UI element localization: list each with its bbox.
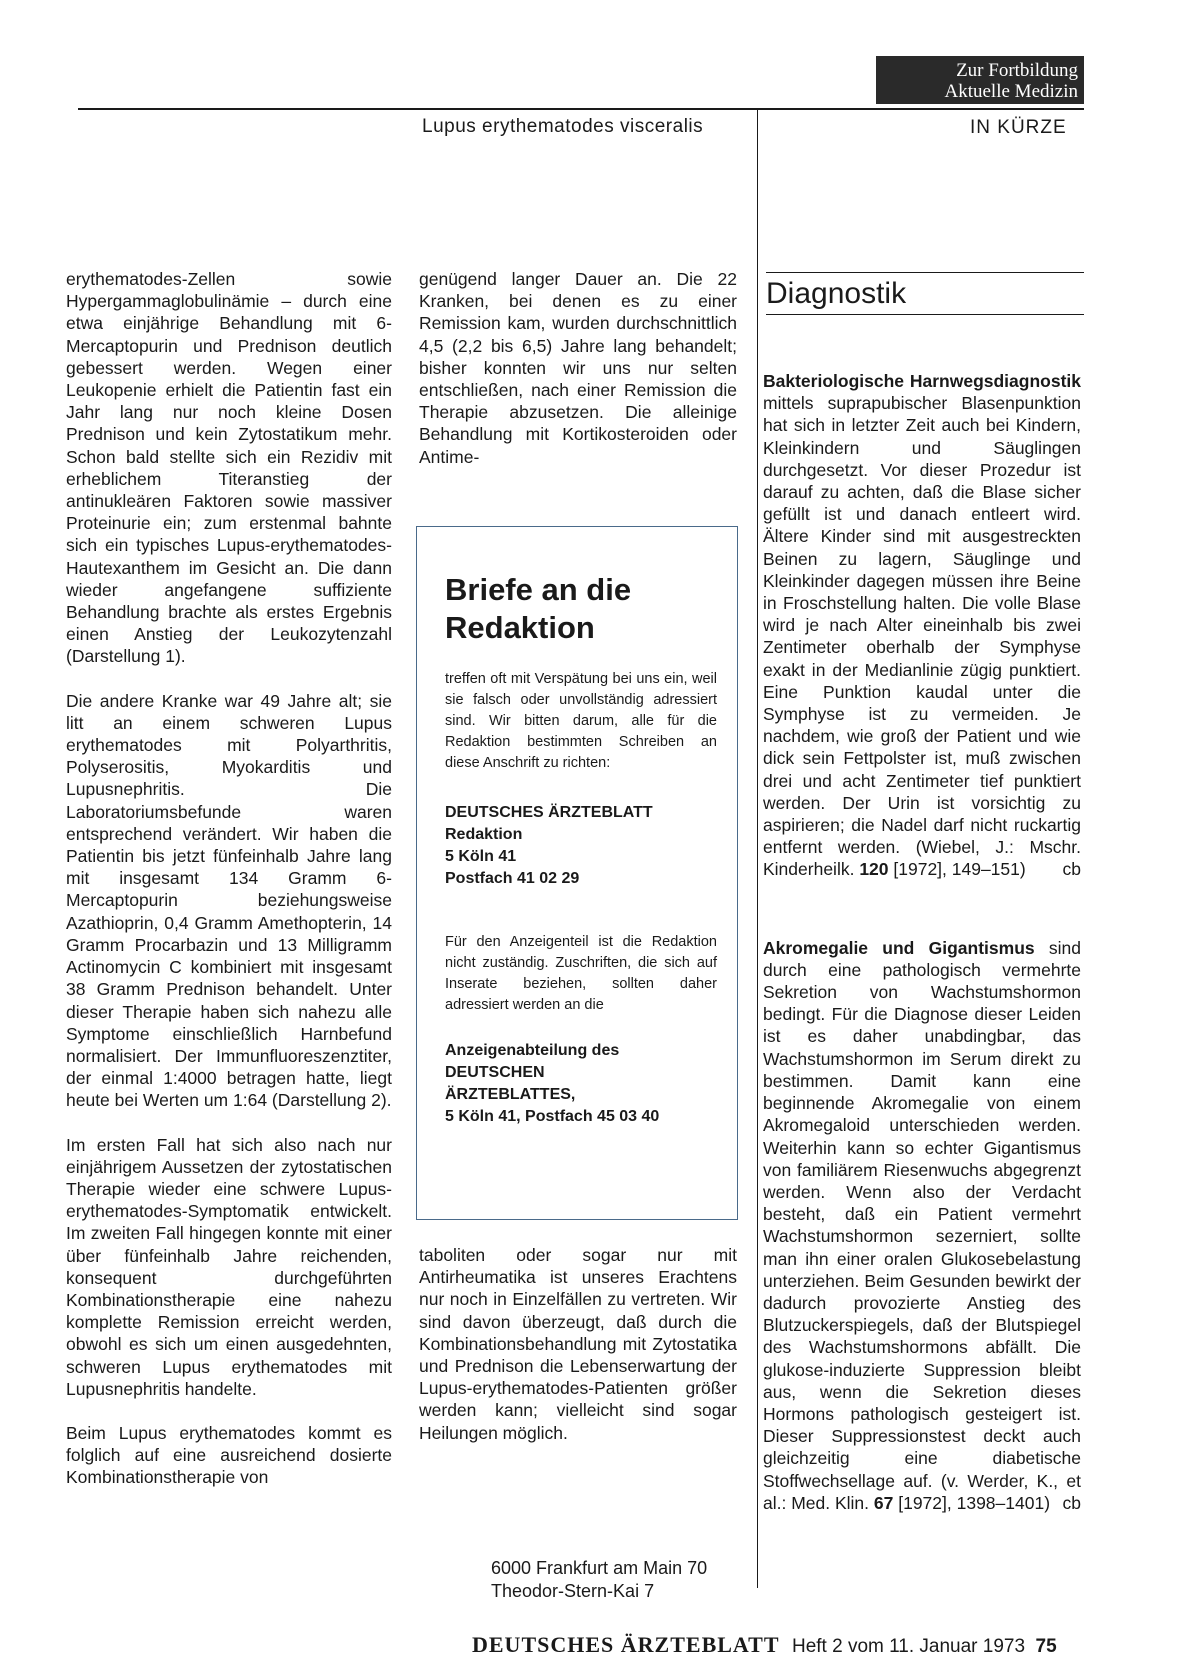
section-label-line2: Aktuelle Medizin <box>944 81 1078 102</box>
ads-address-line4: 5 Köln 41, Postfach 45 03 40 <box>445 1108 660 1125</box>
col1-paragraph-1: erythematodes-Zellen sowie Hypergammaglobulinämie – durch eine etwa einjährige Behandlung mit 6-Mercaptopurin und Prednison deutlich gebessert werden. Wegen einer Leukopenie erhielt die Patientin fast ein Jahr lang nur noch kleine Dosen Prednison und kein Zytostatikum mehr. Schon bald stellte sich ein Rezidiv mit erheblichem Titeranstieg der antinukleären Faktoren sowie massiver Proteinurie ein; zum erstenmal bahnte sich ein typisches Lupus-erythematodes-Hautexanthem im Gesicht an. Die dann wieder angefangene suffiziente Behandlung brachte als erstes Ergebnis einen Anstieg der Leukozytenzahl (Darstellung 1). <box>66 269 392 667</box>
header-rule <box>78 108 1084 110</box>
brief-item-1-body: mittels suprapubischer Blasenpunktion hat sich in letzter Zeit auch bei Kindern, Kleinkindern und Säuglingen durchgesetzt. Vor dieser Prozedur ist darauf zu achten, daß die Blase sicher gefüllt ist und danach entleert wird. Ältere Kinder sind mit ausgestreckten Beinen zu lagern, Säuglinge und Kleinkinder dagegen müssen ihre Beine in Froschstellung halten. Die volle Blase wird je nach Alter eineinhalb bis zwei Zentimeter oberhalb der Symphyse exakt in der Medianlinie zügig punktiert. Eine Punktion kaudal unter die Symphyse ist zu vermeiden. Je nachdem, wie groß der Patient und wie dick sein Fettpolster ist, muß zwischen drei und acht Zentimeter tief punktiert werden. Der Urin ist vorsichtig zu aspirieren; die Nadel darf nicht ruckartig entfernt werden. (Wiebel, J.: Mschr. Kinderheilk. <box>763 393 1081 880</box>
editorial-address-line4: Postfach 41 02 29 <box>445 870 580 887</box>
column-divider <box>757 110 758 1588</box>
letters-box-text-2: Für den Anzeigenteil ist die Redaktion nicht zuständig. Zuschriften, die sich auf Inserate beziehen, sollten daher adressiert werden an die <box>445 934 717 1013</box>
ads-address <box>445 1040 717 1128</box>
diagnostik-rule-bottom <box>766 314 1084 315</box>
letters-notice-box <box>416 526 738 1220</box>
col1-paragraph-3: Im ersten Fall hat sich also nach nur einjährigem Aussetzen der zytostatischen Therapie wieder eine schwere Lupus-erythematodes-Symptomatik entwickelt. Im zweiten Fall hingegen konnte mit einer über fünfeinhalb Jahre reichenden, konsequent durchgeführten Kombinationstherapie eine nahezu komplette Remission erreicht werden, obwohl es sich um einen ausgedehnten, schweren Lupus erythematodes mit Lupusnephritis handelte. <box>66 1134 392 1399</box>
editorial-address <box>445 802 717 890</box>
section-label <box>876 56 1084 104</box>
brief-item-1-sign: cb <box>1062 859 1081 880</box>
brief-item-1-tail: [1972], 149–151) <box>888 859 1026 880</box>
column-3 <box>763 370 1081 1514</box>
letters-box-title-line1: Briefe an die <box>445 572 632 607</box>
col1-paragraph-2: Die andere Kranke war 49 Jahre alt; sie litt an einem schweren Lupus erythematodes mit Polyarthritis, Polyserositis, Myokarditis und Lupusnephritis. Die Laboratoriumsbefunde waren entsprechend verändert. Wir haben die Patientin bis jetzt fünfeinhalb Jahre lang mit insgesamt 134 Gramm 6-Mercaptopurin beziehungsweise Azathioprin, 0,4 Gramm Amethopterin, 14 Gramm Procarbazin und 13 Milligramm Actinomycin C kombiniert mit insgesamt 38 Gramm Prednison behandelt. Unter dieser Therapie haben sich nahezu alle Symptome einschließlich Harnbefund normalisiert. Der Immunfluoreszenztiter, der einmal 1:4000 betragen hatte, liegt heute bei Werten um 1:64 (Darstellung 2). <box>66 690 392 1111</box>
footer-issue: Heft 2 vom 11. Januar 1973 <box>791 1636 1026 1657</box>
footer-page-number: 75 <box>1035 1636 1057 1657</box>
ads-address-line2: DEUTSCHEN <box>445 1064 545 1081</box>
col1-paragraph-4: Beim Lupus erythematodes kommt es folglich auf eine ausreichend dosierte Kombinationstherapie von <box>66 1422 392 1488</box>
sidebar-title: IN KÜRZE <box>970 117 1067 138</box>
author-address-line2: Theodor-Stern-Kai 7 <box>491 1581 655 1601</box>
column-1 <box>66 268 392 1489</box>
brief-item-2 <box>763 937 1081 1514</box>
brief-item-1-volume: 120 <box>859 859 889 880</box>
column-2-top <box>419 268 737 468</box>
editorial-address-line3: 5 Köln 41 <box>445 848 517 865</box>
letters-box-title <box>445 571 717 647</box>
ads-address-line1: Anzeigenabteilung des <box>445 1042 620 1059</box>
author-address <box>491 1557 707 1603</box>
column-2-bottom <box>419 1244 737 1444</box>
section-label-line1: Zur Fortbildung <box>956 60 1078 81</box>
author-address-line1: 6000 Frankfurt am Main 70 <box>491 1558 708 1578</box>
col2-paragraph-1: genügend langer Dauer an. Die 22 Kranken, bei denen es zu einer Remission kam, wurden durchschnittlich 4,5 (2,2 bis 6,5) Jahre lang behandelt; bisher konnten wir uns nur selten entschließen, nach einer Remission die Therapie abzusetzen. Die alleinige Behandlung mit Kortikosteroiden oder Antime- <box>419 269 737 467</box>
brief-item-1-lead: Bakteriologische Harnwegsdiagnostik <box>763 371 1081 391</box>
col2-paragraph-2: taboliten oder sogar nur mit Antirheumatika ist unseres Erachtens nur noch in Einzelfällen zu vertreten. Wir sind davon überzeugt, daß durch die Kombinationsbehandlung mit Zytostatika und Prednison die Lebenserwartung der Lupus-erythematodes-Patienten größer werden kann; vielleicht sind sogar Heilungen möglich. <box>419 1245 737 1443</box>
brief-item-2-body: sind durch eine pathologisch vermehrte Sekretion von Wachstumshormon bedingt. Für die Diagnose dieser Leiden ist es daher unabdingbar, das Wachstumshormon im Serum direkt zu bestimmen. Damit kann eine beginnende Akromegalie von einem Akromegaloid unterschieden werden. Weiterhin kann so echter Gigantismus von familiärem Riesenwuchs abgegrenzt werden. Wenn also der Verdacht besteht, daß ein Patient vermehrt Wachstumshormon sezerniert, sollte man ihn einer oralen Glukosebelastung unterziehen. Beim Gesunden bewirkt der dadurch provozierte Anstieg des Blutzuckerspiegels, daß der Blutspiegel des Wachstumshormons abfällt. Die glukose-induzierte Suppression bleibt aus, wenn die Sekretion dieses Hormons pathologisch gesteigert ist. Dieser Suppressionstest deckt auch gleichzeitig eine diabetische Stoffwechsellage auf. (v. Werder, K., et al.: Med. Klin. <box>763 937 1082 1513</box>
letters-box-title-line2: Redaktion <box>445 610 595 645</box>
brief-item-2-lead: Akromegalie und Gigantismus <box>763 937 1035 958</box>
brief-item-2-tail: [1972], 1398–1401) <box>893 1492 1051 1513</box>
running-title: Lupus erythematodes visceralis <box>422 116 704 137</box>
letters-box-text-1: treffen oft mit Verspätung bei uns ein, weil sie falsch oder unvollständig adressiert sind. Wir bitten darum, alle für die Redaktion bestimmten Schreiben an diese Anschrift zu richten: <box>445 671 717 771</box>
editorial-address-line1: DEUTSCHES ÄRZTEBLATT <box>445 804 653 821</box>
brief-item-2-volume: 67 <box>873 1492 894 1513</box>
brief-item-2-sign: cb <box>1062 1492 1081 1513</box>
ads-address-line3: ÄRZTEBLATTES, <box>445 1086 576 1103</box>
footer-brand: DEUTSCHES ÄRZTEBLATT <box>472 1632 780 1657</box>
brief-item-1 <box>763 370 1081 881</box>
page-footer <box>472 1632 1057 1658</box>
diagnostik-heading: Diagnostik <box>766 277 907 310</box>
editorial-address-line2: Redaktion <box>445 826 523 843</box>
diagnostik-rule-top <box>766 272 1084 273</box>
